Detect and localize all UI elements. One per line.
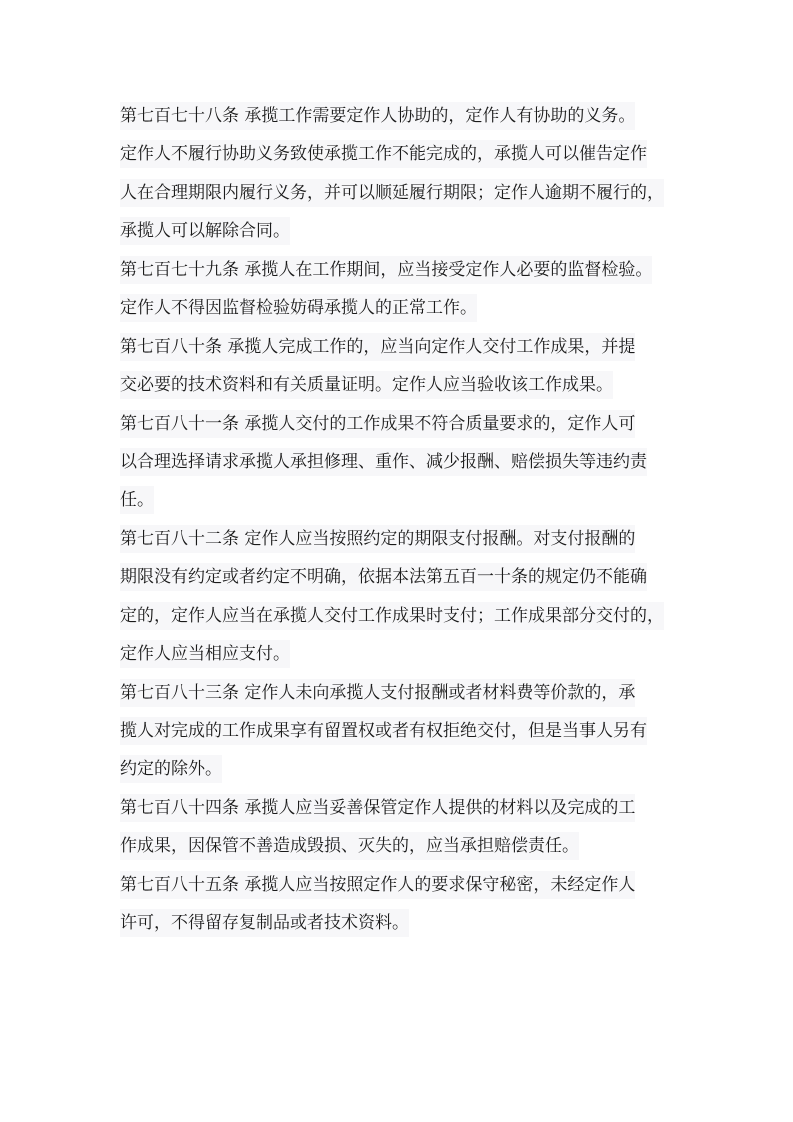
document-body — [120, 98, 676, 944]
text-line — [120, 252, 676, 289]
line-text: 许可，不得留存复制品或者技术资料。 — [120, 909, 409, 937]
text-line — [120, 136, 676, 173]
text-line — [120, 175, 676, 212]
text-line — [120, 521, 676, 558]
line-text: 交必要的技术资料和有关质量证明。定作人应当验收该工作成果。 — [120, 371, 613, 399]
text-line — [120, 329, 676, 366]
line-text: 定作人不得因监督检验妨碍承揽人的正常工作。 — [120, 294, 477, 322]
text-line — [120, 790, 676, 827]
text-line — [120, 367, 676, 404]
text-line — [120, 751, 676, 788]
text-line — [120, 905, 676, 942]
line-text: 定作人应当相应支付。 — [120, 640, 290, 668]
line-text: 第七百八十三条 定作人未向承揽人支付报酬或者材料费等价款的，承 — [120, 679, 635, 707]
text-line — [120, 98, 676, 135]
line-text: 定的，定作人应当在承揽人交付工作成果时支付；工作成果部分交付的， — [120, 602, 664, 630]
text-line — [120, 406, 676, 443]
line-text: 任。 — [120, 486, 154, 514]
text-line — [120, 636, 676, 673]
text-line — [120, 213, 676, 250]
line-text: 第七百七十九条 承揽人在工作期间，应当接受定作人必要的监督检验。 — [120, 256, 652, 284]
text-line — [120, 713, 676, 750]
text-line — [120, 290, 676, 327]
line-text: 承揽人可以解除合同。 — [120, 217, 290, 245]
text-line — [120, 444, 676, 481]
text-line — [120, 828, 676, 865]
text-line — [120, 867, 676, 904]
line-text: 第七百八十四条 承揽人应当妥善保管定作人提供的材料以及完成的工 — [120, 794, 635, 822]
line-text: 第七百八十一条 承揽人交付的工作成果不符合质量要求的，定作人可 — [120, 410, 635, 438]
line-text: 第七百七十八条 承揽工作需要定作人协助的，定作人有协助的义务。 — [120, 102, 635, 130]
line-text: 第七百八十五条 承揽人应当按照定作人的要求保守秘密，未经定作人 — [120, 871, 635, 899]
line-text: 以合理选择请求承揽人承担修理、重作、减少报酬、赔偿损失等违约责 — [120, 448, 647, 476]
line-text: 定作人不履行协助义务致使承揽工作不能完成的，承揽人可以催告定作 — [120, 140, 647, 168]
line-text: 第七百八十条 承揽人完成工作的，应当向定作人交付工作成果，并提 — [120, 333, 635, 361]
line-text: 作成果，因保管不善造成毁损、灭失的，应当承担赔偿责任。 — [120, 832, 579, 860]
text-line — [120, 675, 676, 712]
line-text: 人在合理期限内履行义务，并可以顺延履行期限；定作人逾期不履行的， — [120, 179, 664, 207]
line-text: 揽人对完成的工作成果享有留置权或者有权拒绝交付，但是当事人另有 — [120, 717, 647, 745]
text-line — [120, 559, 676, 596]
line-text: 期限没有约定或者约定不明确，依据本法第五百一十条的规定仍不能确 — [120, 563, 647, 591]
line-text: 第七百八十二条 定作人应当按照约定的期限支付报酬。对支付报酬的 — [120, 525, 635, 553]
line-text: 约定的除外。 — [120, 755, 222, 783]
text-line — [120, 482, 676, 519]
text-line — [120, 598, 676, 635]
